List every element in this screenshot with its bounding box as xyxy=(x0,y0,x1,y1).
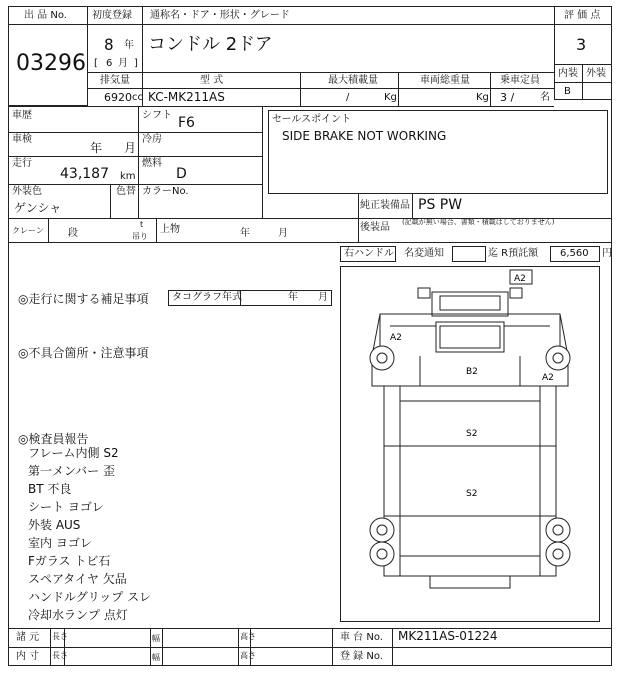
mileage-label: 走行 xyxy=(12,158,32,169)
capacity-value: 3 / xyxy=(500,91,515,104)
chassis-label: 車 台 No. xyxy=(340,632,383,643)
truck-diagram xyxy=(340,266,600,622)
tacho-label: タコグラフ年式 xyxy=(172,292,242,303)
reg-label: 登 録 No. xyxy=(340,651,383,662)
history-label: 車歴 xyxy=(12,110,32,121)
width-label: 幅 xyxy=(152,634,160,643)
damage-mark: A2 xyxy=(390,333,402,343)
interior-grade: B xyxy=(564,86,571,97)
inspector-item: 室内 ヨゴレ xyxy=(28,536,92,550)
inspector-item: スペアタイヤ 欠品 xyxy=(28,572,127,586)
damage-mark: S2 xyxy=(466,429,478,439)
score-value: 3 xyxy=(576,35,587,54)
fuel-value: D xyxy=(176,166,187,182)
first-reg-month: 6 xyxy=(106,58,113,69)
first-reg-label: 初度登録 xyxy=(92,10,132,21)
inspection-year-unit: 年 xyxy=(90,141,103,155)
inspector-item: フレーム内側 S2 xyxy=(28,446,119,460)
max-load-unit: Kg xyxy=(384,92,397,103)
damage-mark: S2 xyxy=(466,489,478,499)
score-label: 評 価 点 xyxy=(564,10,601,21)
inspector-label: ◎検査員報告 xyxy=(18,432,89,446)
color-change-label: 色替 xyxy=(116,186,136,197)
mount-year-unit: 年 xyxy=(240,228,250,239)
fuel-label: 燃料 xyxy=(142,158,162,169)
recycle-fee: 6,560 xyxy=(560,248,589,259)
damage-mark: B2 xyxy=(466,367,478,377)
first-reg-year-unit: 年 xyxy=(124,40,134,51)
ac-label: 冷房 xyxy=(142,134,162,145)
notice-box xyxy=(452,246,486,262)
shift-label: シフト xyxy=(142,110,172,121)
gross-unit: Kg xyxy=(476,92,489,103)
aftermarket-note: (記載が無い場合、書類・積載はしておりません) xyxy=(402,218,555,226)
inspector-item: 冷却水ランプ 点灯 xyxy=(28,608,128,622)
max-load-value: / xyxy=(346,92,350,103)
aftermarket-label: 後装品 xyxy=(360,222,390,233)
capacity-unit: 名 xyxy=(540,92,550,103)
mount-label: 上物 xyxy=(160,224,180,235)
gross-label: 車両総重量 xyxy=(420,75,470,86)
crane-stage-unit: 段 xyxy=(68,228,78,239)
specs-label: 諸 元 xyxy=(16,632,40,643)
selling-point-text: SIDE BRAKE NOT WORKING xyxy=(282,129,447,143)
defects-label: ◎不具合箇所・注意事項 xyxy=(18,346,149,360)
tacho-year-unit: 年 xyxy=(288,292,298,303)
height-label: 高さ xyxy=(240,632,256,641)
options-label: 純正装備品 xyxy=(360,200,410,211)
length-label: 長さ xyxy=(52,632,68,641)
capacity-label: 乗車定員 xyxy=(500,75,540,86)
shift-value: F6 xyxy=(178,115,195,131)
type-label: 型 式 xyxy=(200,75,224,86)
inspector-item: ハンドルグリップ スレ xyxy=(28,590,152,604)
first-reg-month-bracket: [ xyxy=(94,58,98,69)
notice-label: 名変通知 xyxy=(404,248,444,259)
mileage-value: 43,187 xyxy=(60,166,109,182)
mount-month-unit: 月 xyxy=(278,228,288,239)
first-reg-year: 8 xyxy=(104,35,114,54)
interior-label: 内装 xyxy=(558,68,578,79)
tacho-month-unit: 月 xyxy=(318,292,328,303)
displacement-value: 6920 xyxy=(104,91,132,104)
length-label-2: 長さ xyxy=(52,651,68,660)
model-name: コンドル 2ドア xyxy=(148,34,273,55)
inspector-item: シート ヨゴレ xyxy=(28,500,104,514)
options-value: PS PW xyxy=(418,197,463,213)
model-name-label: 通称名・ドア・形状・グレード xyxy=(150,10,290,21)
lot-number: 03296 xyxy=(16,51,86,76)
deadline-label: 迄 R預託額 xyxy=(488,248,539,259)
color-no-label: カラーNo. xyxy=(142,186,189,197)
height-label-2: 高さ xyxy=(240,651,256,660)
crane-ton-label: 吊り xyxy=(132,232,148,241)
width-label-2: 幅 xyxy=(152,653,160,662)
inspection-label: 車検 xyxy=(12,134,32,145)
displacement-label: 排気量 xyxy=(100,75,130,86)
exterior-label: 外装 xyxy=(586,68,606,79)
running-notes-label: ◎走行に関する補足事項 xyxy=(18,292,149,306)
damage-mark: A2 xyxy=(542,373,554,383)
displacement-unit: cc xyxy=(132,92,143,103)
chassis-no: MK211AS-01224 xyxy=(398,629,498,643)
damage-mark: A2 xyxy=(514,274,526,284)
max-load-label: 最大積載量 xyxy=(328,75,378,86)
inspection-month-unit: 月 xyxy=(124,141,137,155)
dims-label: 内 寸 xyxy=(16,651,40,662)
inspector-item: Fガラス トビ石 xyxy=(28,554,111,568)
color-label: 外装色 xyxy=(12,186,42,197)
inspector-item: BT 不良 xyxy=(28,482,72,496)
inspector-item: 第一メンバー 歪 xyxy=(28,464,115,478)
selling-point-label: セールスポイント xyxy=(272,114,352,125)
inspector-item: 外装 AUS xyxy=(28,518,81,532)
color-value: ゲンシャ xyxy=(14,201,62,215)
rhd-label: 右ハンドル xyxy=(344,248,394,259)
mileage-unit: km xyxy=(120,171,136,182)
crane-ton-top: t xyxy=(140,220,144,229)
crane-label: クレーン xyxy=(12,226,44,235)
recycle-unit: 円 xyxy=(602,248,612,259)
first-reg-month-unit: 月 xyxy=(118,58,128,69)
type-value: KC-MK211AS xyxy=(148,90,225,104)
lot-label: 出 品 No. xyxy=(24,10,67,21)
